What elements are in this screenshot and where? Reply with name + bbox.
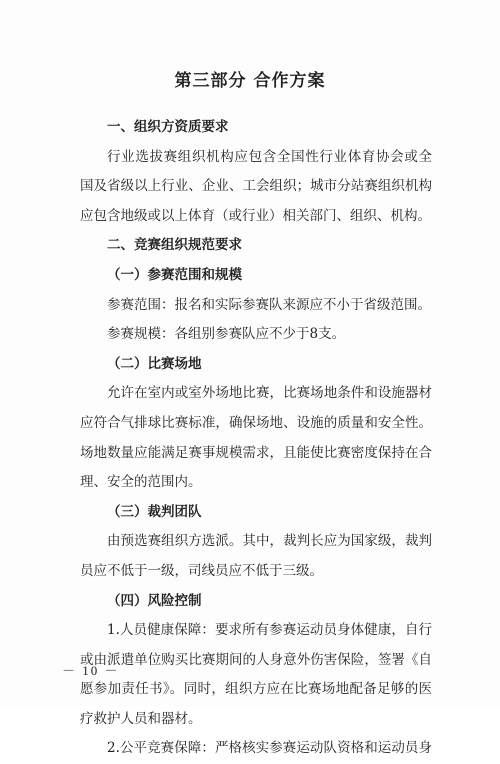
subsection-heading-1: （一）参赛范围和规模 — [107, 266, 242, 283]
paragraph-line: 场地数量应能满足赛事规模需求，且能使比赛密度保持在合 — [80, 444, 432, 461]
subsection-heading-2: （二）比赛场地 — [107, 355, 202, 372]
paragraph-line: 愿参加责任书》。同时，组织方应在比赛场地配备足够的医 — [80, 681, 432, 698]
paragraph-line: 允许在室内或室外场地比赛，比赛场地条件和设施器材 — [107, 385, 432, 402]
paragraph-line: 或由派遣单位购买比赛期间的人身意外伤害保险，签署《自 — [80, 651, 432, 668]
document-body — [80, 113, 432, 764]
paragraph-line: 参赛规模：各组别参赛队应不少于8支。 — [107, 326, 346, 343]
paragraph-line: 国及省级以上行业、企业、工会组织；城市分站赛组织机构 — [80, 178, 432, 195]
paragraph-line: 行业选拔赛组织机构应包含全国性行业体育协会或全 — [107, 148, 432, 165]
subsection-heading-4: （四）风险控制 — [107, 592, 202, 609]
page-number: － 10 － — [62, 663, 120, 678]
paragraph-line: 应包含地级或以上体育（或行业）相关部门、组织、机构。 — [80, 207, 431, 224]
paragraph-line: 应符合气排球比赛标准，确保场地、设施的质量和安全性。 — [80, 414, 432, 431]
paragraph-line: 理、安全的范围内。 — [80, 474, 202, 491]
paragraph-line: 2.公平竞赛保障：严格核实参赛运动队资格和运动员身 — [107, 740, 432, 757]
page-title: 第三部分 合作方案 — [174, 71, 326, 91]
section-heading-1: 一、组织方资质要求 — [107, 119, 229, 135]
paragraph-line: 疗救护人员和器材。 — [80, 710, 202, 727]
paragraph-line: 员应不低于一级，司线员应不低于三级。 — [80, 562, 323, 579]
section-heading-2: 二、竞赛组织规范要求 — [107, 237, 242, 254]
subsection-heading-3: （三）裁判团队 — [107, 503, 202, 520]
paragraph-line: 1.人员健康保障：要求所有参赛运动员身体健康，自行 — [107, 622, 432, 639]
paragraph-line: 由预选赛组织方选派。其中，裁判长应为国家级，裁判 — [107, 533, 432, 550]
paragraph-line: 参赛范围：报名和实际参赛队来源应不小于省级范围。 — [107, 296, 431, 313]
